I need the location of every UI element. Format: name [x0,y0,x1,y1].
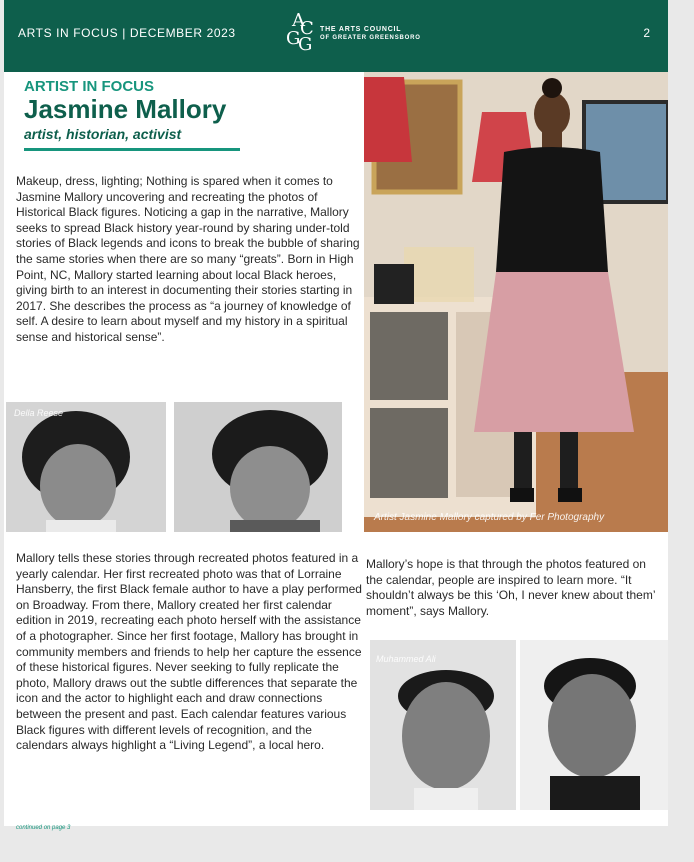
logo-letter: C [300,18,314,39]
muhammed-ali-caption: Muhammed Ali [376,654,436,664]
portrait-illustration [364,72,668,532]
logo-org-name [320,26,421,42]
main-photo-caption: Artist Jasmine Mallory captured by Fer Photography [374,512,605,523]
logo-letter: G [286,28,301,49]
logo-org-line: THE ARTS COUNCIL [320,26,402,33]
artist-portrait-photo [364,72,668,532]
continued-note: continued on page 3 [16,825,71,831]
recreated-photo-muhammed-ali [520,640,668,810]
section-kicker: ARTIST IN FOCUS [24,78,154,95]
bw-portrait-illustration [520,640,668,810]
logo-letter: A [292,10,305,31]
bw-portrait-illustration [6,402,166,532]
artist-roles: artist, historian, activist [24,126,182,142]
logo-monogram [284,12,318,56]
arts-council-logo [284,12,464,60]
newsletter-page [4,0,668,831]
intro-paragraph: Makeup, dress, lighting; Nothing is spared when it comes to Jasmine Mallory uncovering and recreating the photos of Historical Black figures. Noticing a gap in the narrative, Mallory seeks to spread Black history year-round by sharing under-told stories of Black legends and icons to break the bubble of sharing the same stories when there are so many “greats”. Born in High Point, NC, Mallory started learning about local Black heroes, giving birth to an interest in documenting their stories starting in 2017. She describes the process as “a journey of knowledge of self. A desire to learn about myself and my history in a spiritual sense and historical sense”. [16,174,360,344]
della-reese-caption: Della Reese [14,408,64,418]
page-number: 2 [643,26,650,40]
page-header [4,0,668,72]
logo-letter: G [298,34,313,55]
closing-paragraph: Mallory’s hope is that through the photos featured on the calendar, people are inspired to learn more. “It shouldn’t always be this ‘Oh, I never knew about them’ moment”, says Mallory. [366,557,656,618]
historical-photo-della-reese [6,402,166,532]
artist-name: Jasmine Mallory [24,94,227,124]
bw-portrait-illustration [174,402,342,532]
masthead: ARTS IN FOCUS | DECEMBER 2023 [18,26,236,40]
logo-org-line: OF GREATER GREENSBORO [320,35,421,41]
recreated-photo-della-reese [174,402,342,532]
body-paragraph: Mallory tells these stories through recreated photos featured in a yearly calendar. Her first recreated photo was that of Lorraine Hansberry, the first Black female author to have a play performed on Broadway. From there, Mallory created her first calendar edition in 2019, recreating each photo herself with the assistance of a photographer. Since her first footage, Mallory has brought in community members and friends to help her capture the essence of these historical figures. Never seeking to fully replicate the photo, Mallory draws out the subtle differences that separate the icon and the actor to highlight each and draw connections between the present and past. Each calendar features various Black figures with different levels of recognition, and the calendars always highlight a “Living Legend”, a local hero. [16,551,362,753]
title-underline [24,148,240,151]
bw-portrait-illustration [370,640,516,810]
historical-photo-muhammed-ali [370,640,516,810]
